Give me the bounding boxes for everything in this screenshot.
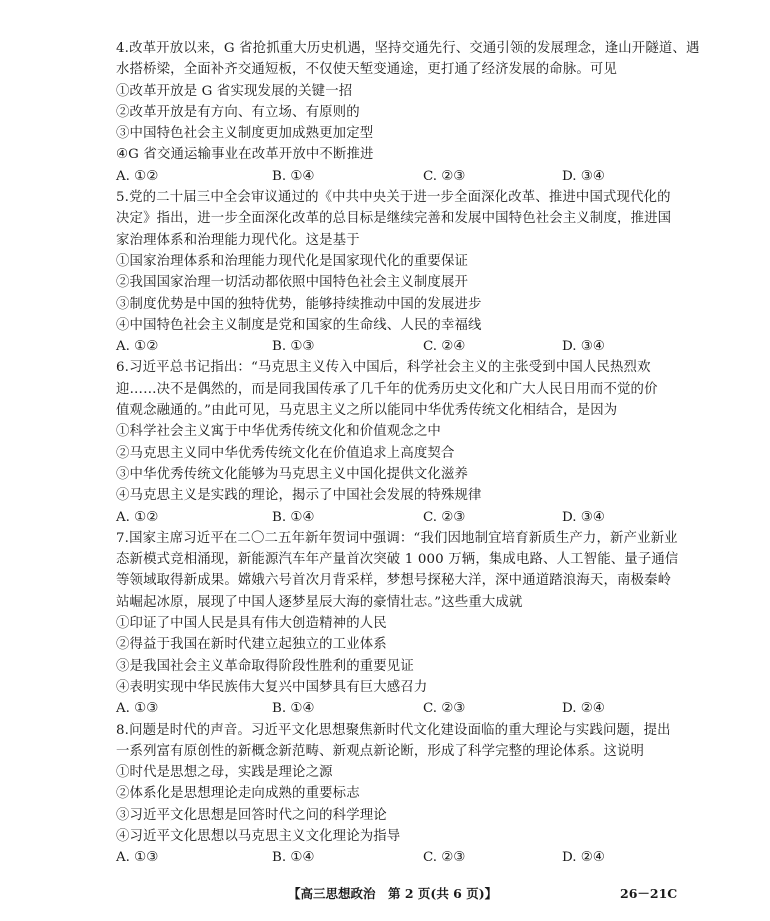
- question-statement: ③制度优势是中国的独特优势，能够持续推动中国的发展进步: [116, 296, 482, 312]
- question-stem-line: 4.改革开放以来，G 省抢抓重大历史机遇，坚持交通先行、交通引领的发展理念，逢山开隧道、遇: [116, 41, 700, 56]
- answer-option: C. ②③: [423, 850, 466, 866]
- question-stem-line: 迎……决不是偶然的，而是同我国传承了几千年的优秀历史文化和广大人民日用而不觉的价: [116, 381, 658, 397]
- question-item: [116, 38, 700, 187]
- answer-option: C. ②③: [423, 701, 466, 717]
- question-stem-line: 7.国家主席习近平在二〇二五年新年贺词中强调：“我们因地制宜培育新质生产力，新产业新业: [116, 530, 678, 546]
- question-statement: ①印证了中国人民是具有伟大创造精神的人民: [116, 616, 387, 632]
- answer-option: A. ①②: [116, 168, 159, 184]
- answer-option: B. ①④: [272, 509, 315, 525]
- question-statement: ①改革开放是 G 省实现发展的关键一招: [116, 83, 353, 99]
- answer-option: D. ②④: [562, 850, 605, 866]
- footer-page-info: 【高三思想政治 第 2 页(共 6 页)】: [288, 886, 498, 901]
- answer-option: D. ③④: [562, 339, 605, 355]
- question-stem-line: 决定》指出，进一步全面深化改革的总目标是继续完善和发展中国特色社会主义制度，推进国: [116, 211, 672, 227]
- question-stem-line: 站崛起冰原，展现了中国人逐梦星辰大海的豪情壮志。”这些重大成就: [116, 594, 523, 610]
- question-statement: ③习近平文化思想是回答时代之问的科学理论: [116, 807, 387, 823]
- question-stem-line: 家治理体系和治理能力现代化。这是基于: [116, 232, 360, 248]
- answer-options: [116, 336, 696, 357]
- question-item: [116, 357, 696, 527]
- question-item: [116, 720, 696, 869]
- question-statement: ①时代是思想之母，实践是理论之源: [116, 765, 333, 781]
- question-stem-line: 5.党的二十届三中全会审议通过的《中共中央关于进一步全面深化改革、推进中国式现代化的: [116, 190, 671, 206]
- question-statement: ④G 省交通运输事业在改革开放中不断推进: [116, 147, 374, 163]
- question-statement: ①科学社会主义寓于中华优秀传统文化和价值观念之中: [116, 424, 441, 440]
- answer-options: [116, 166, 696, 187]
- question-statement: ④表明实现中华民族伟大复兴中国梦具有巨大感召力: [116, 679, 428, 695]
- question-statement: ②马克思主义同中华优秀传统文化在价值追求上高度契合: [116, 445, 455, 461]
- question-statement: ①国家治理体系和治理能力现代化是国家现代化的重要保证: [116, 253, 469, 269]
- footer-exam-code: 26－21C: [620, 886, 678, 901]
- answer-option: B. ①④: [272, 850, 315, 866]
- question-statement: ②体系化是思想理论走向成熟的重要标志: [116, 786, 360, 802]
- question-statement: ②得益于我国在新时代建立起独立的工业体系: [116, 637, 387, 653]
- answer-option: A. ①③: [116, 850, 159, 866]
- question-statement: ④中国特色社会主义制度是党和国家的生命线、人民的幸福线: [116, 317, 482, 333]
- answer-option: B. ①④: [272, 701, 315, 717]
- answer-option: B. ①③: [272, 339, 315, 355]
- answer-option: A. ①②: [116, 339, 159, 355]
- question-stem-line: 6.习近平总书记指出：“马克思主义传入中国后，科学社会主义的主张受到中国人民热烈欢: [116, 360, 651, 376]
- answer-options: [116, 698, 696, 719]
- question-statement: ②我国国家治理一切活动都依照中国特色社会主义制度展开: [116, 275, 469, 291]
- question-statement: ③是我国社会主义革命取得阶段性胜利的重要见证: [116, 658, 414, 674]
- answer-option: C. ②④: [423, 339, 466, 355]
- answer-option: B. ①④: [272, 168, 315, 184]
- answer-option: A. ①②: [116, 509, 159, 525]
- question-statement: ④习近平文化思想以马克思主义文化理论为指导: [116, 828, 401, 844]
- question-statement: ③中国特色社会主义制度更加成熟更加定型: [116, 126, 374, 142]
- question-list: [116, 38, 700, 869]
- question-stem-line: 值观念融通的。”由此可见，马克思主义之所以能同中华优秀传统文化相结合，是因为: [116, 403, 618, 419]
- answer-option: C. ②③: [423, 168, 466, 184]
- question-stem-line: 8.问题是时代的声音。习近平文化思想聚焦新时代文化建设面临的重大理论与实践问题，提出: [116, 722, 671, 738]
- question-statement: ③中华优秀传统文化能够为马克思主义中国化提供文化滋养: [116, 466, 469, 482]
- question-item: [116, 528, 696, 720]
- question-stem-line: 态新模式竞相涌现，新能源汽车年产量首次突破 1 000 万辆，集成电路、人工智能、量子通信: [116, 552, 679, 568]
- answer-option: C. ②③: [423, 509, 466, 525]
- question-statement: ②改革开放是有方向、有立场、有原则的: [116, 104, 360, 120]
- question-stem-line: 水搭桥梁，全面补齐交通短板，不仅使天堑变通途，更打通了经济发展的命脉。可见: [116, 62, 618, 78]
- question-stem-line: 一系列富有原创性的新概念新范畴、新观点新论断，形成了科学完整的理论体系。这说明: [116, 743, 645, 759]
- answer-option: D. ②④: [562, 701, 605, 717]
- question-statement: ④马克思主义是实践的理论，揭示了中国社会发展的特殊规律: [116, 488, 482, 504]
- answer-options: [116, 507, 696, 528]
- question-stem-line: 等领域取得新成果。嫦娥六号首次月背采样，梦想号探秘大洋，深中通道踏浪海天，南极秦岭: [116, 573, 672, 589]
- answer-option: A. ①③: [116, 701, 159, 717]
- question-item: [116, 187, 696, 357]
- answer-option: D. ③④: [562, 509, 605, 525]
- answer-options: [116, 847, 696, 868]
- answer-option: D. ③④: [562, 168, 605, 184]
